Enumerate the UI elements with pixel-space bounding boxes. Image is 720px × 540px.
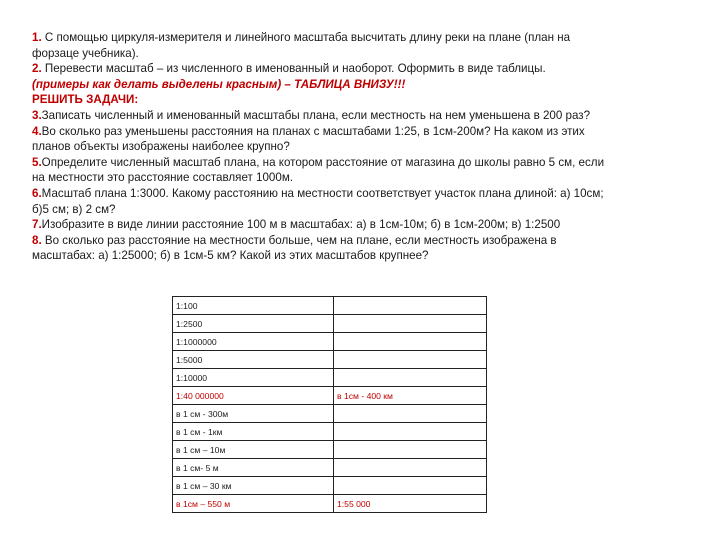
scale-cell-left[interactable]: 1:40 000000 xyxy=(173,387,334,405)
scale-cell-left[interactable]: в 1 см – 10м xyxy=(173,441,334,459)
scale-table-body xyxy=(173,297,487,513)
table-row xyxy=(173,387,487,405)
task-3: 3.Записать численный и именованный масштабы плана, если местность на нем уменьшена в 200 раз? xyxy=(32,108,591,122)
scale-cell-right[interactable]: 1:55 000 xyxy=(334,495,487,513)
table-row xyxy=(173,315,487,333)
scale-cell-left[interactable]: в 1 см- 5 м xyxy=(173,459,334,477)
scale-cell-left[interactable]: 1:100 xyxy=(173,297,334,315)
task-4-cont: планов объекты изображены наиболее крупно? xyxy=(32,140,290,154)
scale-cell-right[interactable] xyxy=(334,333,487,351)
scale-cell-left[interactable]: 1:2500 xyxy=(173,315,334,333)
scale-cell-left[interactable]: 1:1000000 xyxy=(173,333,334,351)
table-row xyxy=(173,369,487,387)
table-row xyxy=(173,495,487,513)
table-row xyxy=(173,441,487,459)
scale-cell-right[interactable] xyxy=(334,423,487,441)
scale-table xyxy=(172,296,487,513)
scale-cell-right[interactable] xyxy=(334,351,487,369)
task-5-cont: на местности это расстояние составляет 1000м. xyxy=(32,171,294,185)
table-row xyxy=(173,351,487,369)
task-7: 7.Изобразите в виде линии расстояние 100 м в масштабах: а) в 1см-10м; б) в 1см-200м; в) 1:2500 xyxy=(32,218,561,232)
table-row xyxy=(173,459,487,477)
scale-cell-left[interactable]: в 1см – 550 м xyxy=(173,495,334,513)
table-row xyxy=(173,405,487,423)
table-row xyxy=(173,477,487,495)
scale-cell-right[interactable] xyxy=(334,441,487,459)
task-list xyxy=(32,30,692,264)
task-1: 1. С помощью циркуля-измерителя и линейного масштаба высчитать длину реки на плане (план на xyxy=(32,31,571,44)
task-6-cont: б)5 см; в) 2 см? xyxy=(32,202,116,216)
scale-cell-left[interactable]: 1:10000 xyxy=(173,369,334,387)
table-row xyxy=(173,333,487,351)
task-2: 2. Перевести масштаб – из численного в именованный и наоборот. Оформить в виде таблицы. xyxy=(32,62,546,76)
scale-cell-left[interactable]: в 1 см - 300м xyxy=(173,405,334,423)
scale-cell-right[interactable] xyxy=(334,405,487,423)
task-4: 4.Во сколько раз уменьшены расстояния на планах с масштабами 1:25, в 1см-200м? На каком из этих xyxy=(32,124,585,138)
scale-cell-right[interactable]: в 1см - 400 км xyxy=(334,387,487,405)
examples-note: (примеры как делать выделены красным) – ТАБЛИЦА ВНИЗУ!!! xyxy=(32,77,406,91)
table-row xyxy=(173,423,487,441)
scale-cell-left[interactable]: в 1 см – 30 км xyxy=(173,477,334,495)
scale-cell-right[interactable] xyxy=(334,315,487,333)
solve-heading: РЕШИТЬ ЗАДАЧИ: xyxy=(32,93,139,107)
task-8-cont: масштабах: а) 1:25000; б) в 1см-5 км? Какой из этих масштабов крупнее? xyxy=(32,249,429,263)
scale-cell-left[interactable]: в 1 см - 1км xyxy=(173,423,334,441)
task-5: 5.Определите численный масштаб плана, на котором расстояние от магазина до школы равно 5 см, если xyxy=(32,155,605,169)
task-1-cont: форзаце учебника). xyxy=(32,46,139,60)
scale-cell-right[interactable] xyxy=(334,459,487,477)
scale-cell-right[interactable] xyxy=(334,297,487,315)
table-row xyxy=(173,297,487,315)
scale-cell-right[interactable] xyxy=(334,477,487,495)
task-8: 8. Во сколько раз расстояние на местности больше, чем на плане, если местность изображена в xyxy=(32,233,557,247)
task-6: 6.Масштаб плана 1:3000. Какому расстоянию на местности соответствует участок плана длиной: а) 10см; xyxy=(32,186,604,200)
scale-cell-right[interactable] xyxy=(334,369,487,387)
scale-cell-left[interactable]: 1:5000 xyxy=(173,351,334,369)
